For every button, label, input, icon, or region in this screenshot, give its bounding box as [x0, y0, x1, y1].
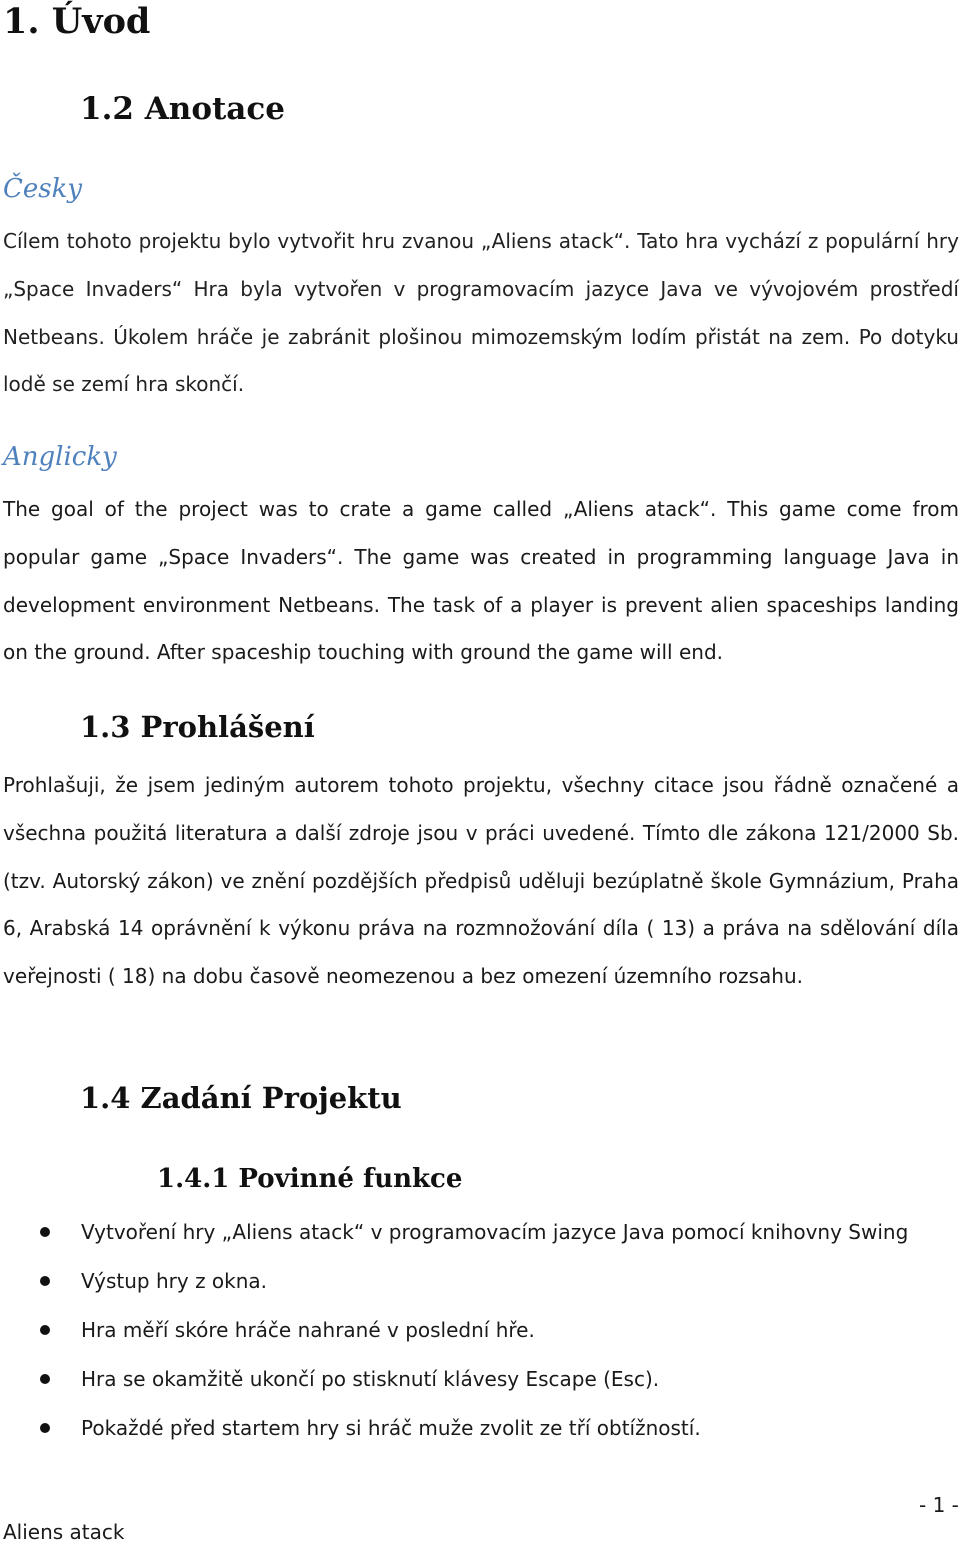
bullet-icon: [40, 1423, 50, 1433]
section-heading-declaration: 1.3 Prohlášení: [80, 710, 315, 744]
czech-annotation-text: Cílem tohoto projektu bylo vytvořit hru zvanou „Aliens atack“. Tato hra vychází z populární hry „Space Invaders“ Hra byla vytvořen v programovacím jazyce Java ve vývojovém prostředí Netbeans. Úkolem hráče je zabránit plošinou mimozemským lodím přistát na zem. Po dotyku lodě se zemí hra skončí.: [3, 229, 959, 397]
chapter-heading: 1. Úvod: [3, 1, 151, 42]
list-item-text: Hra se okamžitě ukončí po stisknutí klávesy Escape (Esc).: [81, 1367, 660, 1391]
english-label: Anglicky: [3, 442, 117, 472]
page-number: - 1 -: [919, 1493, 959, 1517]
bullet-icon: [40, 1276, 50, 1286]
required-functions-list: [0, 1210, 960, 1455]
czech-label: Česky: [3, 174, 83, 204]
section-heading-assignment: 1.4 Zadání Projektu: [80, 1081, 402, 1115]
list-item: [0, 1308, 960, 1357]
declaration-text: Prohlašuji, že jsem jediným autorem tohoto projektu, všechny citace jsou řádně označené a všechna použitá literatura a další zdroje jsou v práci uvedené. Tímto dle zákona 121/2000 Sb. (tzv. Autorský zákon) ve znění pozdějších předpisů uděluji bezúplatně škole Gymnázium, Praha 6, Arabská 14 oprávnění k výkonu práva na rozmnožování díla ( 13) a práva na sdělování díla veřejnosti ( 18) na dobu časově neomezenou a bez omezení územního rozsahu.: [3, 773, 959, 989]
subsection-heading-required: 1.4.1 Povinné funkce: [157, 1164, 463, 1194]
list-item-text: Vytvoření hry „Aliens atack“ v programovacím jazyce Java pomocí knihovny Swing: [81, 1220, 909, 1244]
list-item: [0, 1210, 960, 1259]
list-item-text: Výstup hry z okna.: [81, 1269, 268, 1293]
list-item: [0, 1259, 960, 1308]
english-annotation-text: The goal of the project was to crate a game called „Aliens atack“. This game come from popular game „Space Invaders“. The game was created in programming language Java in development environment Netbeans. The task of a player is prevent alien spaceships landing on the ground. After spaceship touching with ground the game will end.: [3, 497, 959, 665]
list-item-text: Pokaždé před startem hry si hráč muže zvolit ze tří obtížností.: [81, 1416, 701, 1440]
list-item: [0, 1357, 960, 1406]
footer-title: Aliens atack: [3, 1520, 125, 1544]
bullet-icon: [40, 1374, 50, 1384]
bullet-icon: [40, 1325, 50, 1335]
list-item: [0, 1406, 960, 1455]
list-item-text: Hra měří skóre hráče nahrané v poslední hře.: [81, 1318, 535, 1342]
bullet-icon: [40, 1227, 50, 1237]
section-heading-annotation: 1.2 Anotace: [80, 91, 285, 127]
